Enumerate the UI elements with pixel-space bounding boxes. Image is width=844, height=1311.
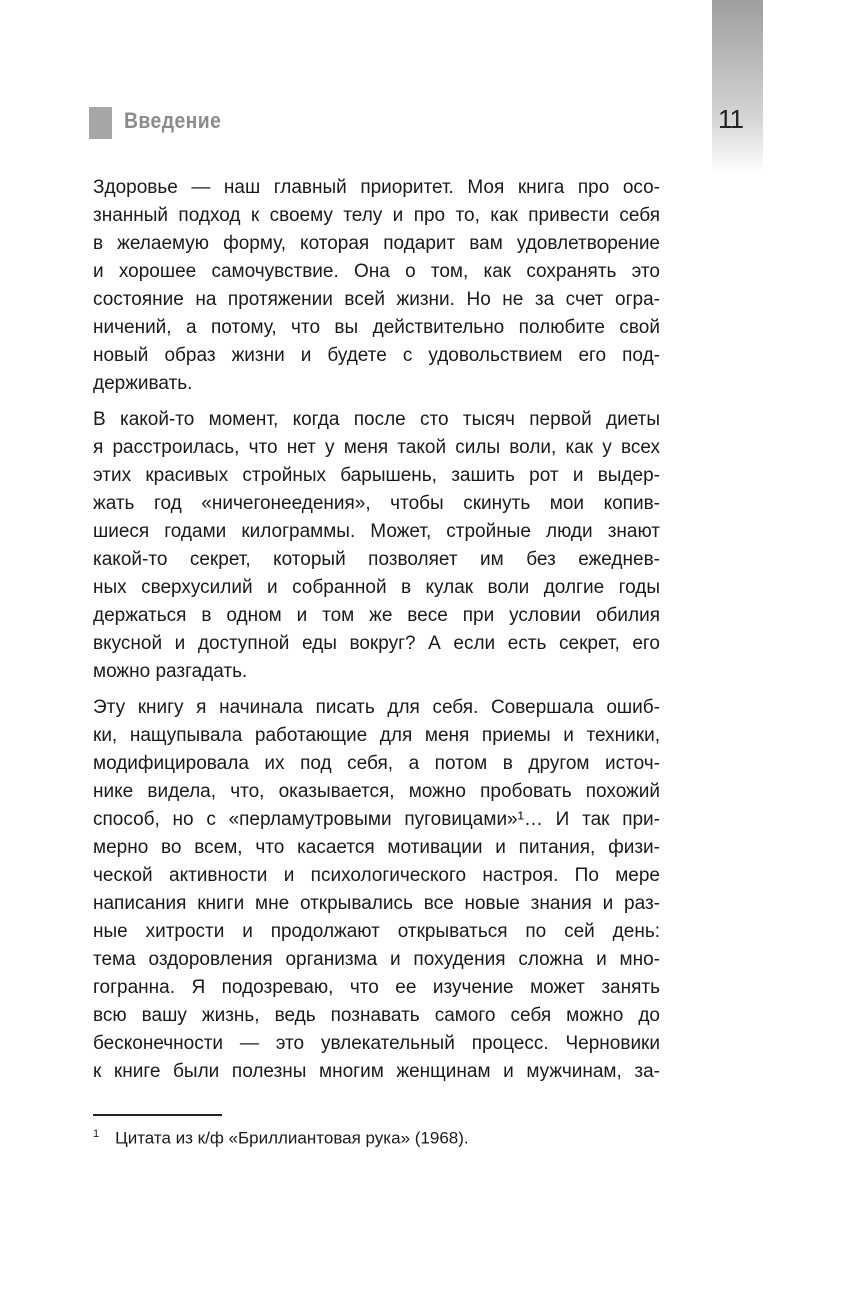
text-line: знанный подход к своему телу и про то, как привести себя <box>93 205 660 226</box>
text-line: новый образ жизни и будете с удовольствием его под- <box>93 345 660 366</box>
text-line: модифицировала их под себя, а потом в другом источ- <box>93 753 660 774</box>
paragraph <box>93 174 660 398</box>
text-line: этих красивых стройных барышень, зашить рот и выдер- <box>93 465 660 486</box>
paragraph <box>93 694 660 1086</box>
text-line: ные хитрости и продолжают открываться по сей день: <box>93 921 660 942</box>
text-line: шиеся годами килограммы. Может, стройные люди знают <box>93 521 660 542</box>
text-line: В какой-то момент, когда после сто тысяч первой диеты <box>93 409 660 430</box>
text-line: и хорошее самочувствие. Она о том, как сохранять это <box>93 261 660 282</box>
body-text <box>93 174 660 1094</box>
text-line: в желаемую форму, которая подарит вам удовлетворение <box>93 233 660 254</box>
footnote-marker: 1 <box>93 1128 100 1140</box>
text-line: Здоровье — наш главный приоритет. Моя книга про осо- <box>93 177 660 198</box>
text-line: Эту книгу я начинала писать для себя. Совершала ошиб- <box>93 697 660 718</box>
text-line: жать год «ничегонеедения», чтобы скинуть мои копив- <box>93 493 660 514</box>
text-line: способ, но с «перламутровыми пуговицами»¹… И так при- <box>93 809 660 830</box>
section-title: Введение <box>124 108 222 133</box>
footnote-text: Цитата из к/ф «Бриллиантовая рука» (1968). <box>115 1128 469 1148</box>
text-line: ки, нащупывала работающие для меня приемы и техники, <box>93 725 660 746</box>
footnote <box>93 1122 469 1151</box>
text-line: ческой активности и психологического настроя. По мере <box>93 865 660 886</box>
text-line: держаться в одном и том же весе при условии обилия <box>93 605 660 626</box>
text-line: я расстроилась, что нет у меня такой силы воли, как у всех <box>93 437 660 458</box>
text-line: какой-то секрет, который позволяет им без ежеднев- <box>93 549 660 570</box>
page-tab <box>712 0 763 172</box>
text-line: ных сверхусилий и собранной в кулак воли долгие годы <box>93 577 660 598</box>
section-marker <box>89 107 112 139</box>
text-line: мерно во всем, что касается мотивации и питания, физи- <box>93 837 660 858</box>
page-number: 11 <box>718 104 743 134</box>
text-line: вкусной и доступной еды вокруг? А если есть секрет, его <box>93 633 660 654</box>
footnote-rule <box>93 1114 222 1116</box>
text-line: тема оздоровления организма и похудения сложна и мно- <box>93 949 660 970</box>
text-line: бесконечности — это увлекательный процесс. Черновики <box>93 1033 660 1054</box>
text-line: к книге были полезны многим женщинам и мужчинам, за- <box>93 1061 660 1082</box>
text-line: всю вашу жизнь, ведь познавать самого себя можно до <box>93 1005 660 1026</box>
text-line: можно разгадать. <box>93 661 248 682</box>
text-line: состояние на протяжении всей жизни. Но не за счет огра- <box>93 289 660 310</box>
text-line: держивать. <box>93 373 193 394</box>
text-line: ничений, а потому, что вы действительно полюбите свой <box>93 317 660 338</box>
text-line: гогранна. Я подозреваю, что ее изучение может занять <box>93 977 660 998</box>
text-line: нике видела, что, оказывается, можно пробовать похожий <box>93 781 660 802</box>
text-line: написания книги мне открывались все новые знания и раз- <box>93 893 660 914</box>
paragraph <box>93 406 660 686</box>
